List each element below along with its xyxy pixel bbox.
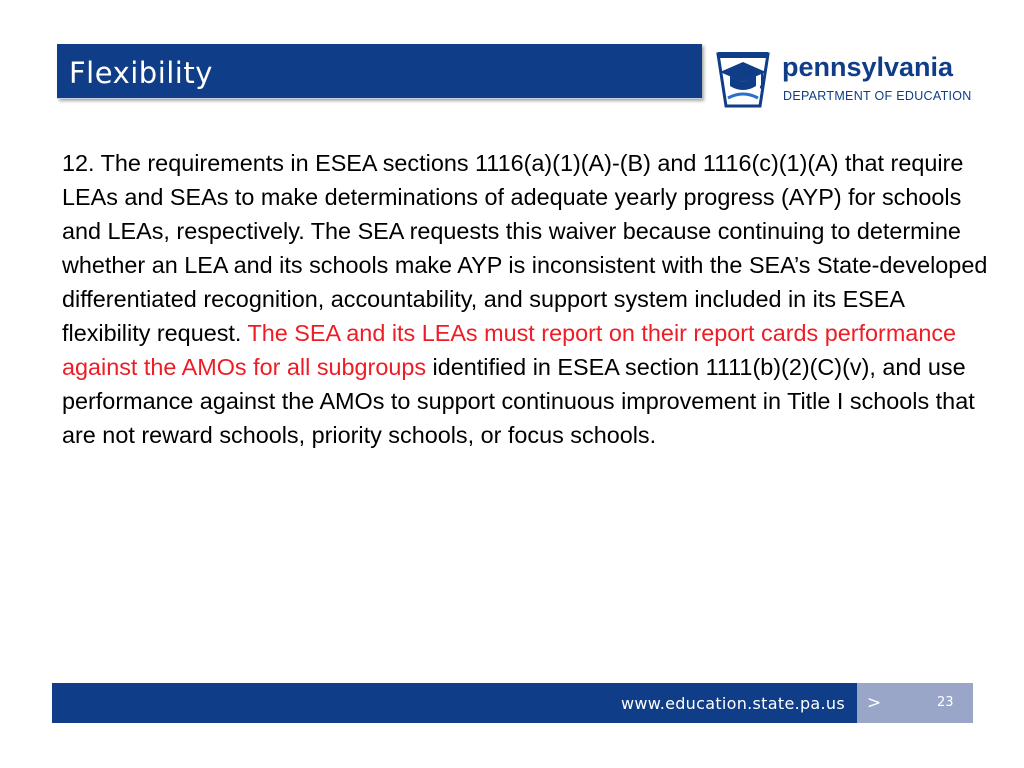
body-text-black-2: identified in ESEA section 1111(b)(2)(C)(v), and use performance against the AMOs to support continuous improvement in Title I schools that are not reward schools, priority schools, or focus schools. — [62, 354, 975, 448]
slide-title: Flexibility — [69, 56, 213, 90]
keystone-mortarboard-icon — [710, 46, 776, 110]
page-number: 23 — [937, 695, 954, 710]
body-text-red: The SEA and its LEAs must report on their report cards performance against the AMOs for all subgroups — [62, 320, 957, 380]
body-text-black: 12. The requirements in ESEA sections 1116(a)(1)(A)-(B) and 1116(c)(1)(A) that require LEAs and SEAs to make determinations of adequate yearly progress (AYP) for schools and LEAs, respectively. The SEA requests this waiver because continuing to determine whether an LEA and its schools make AYP is inconsistent with the SEA’s State-developed differentiated recognition, accountability, and support system included in its ESEA flexibility request. — [62, 150, 988, 346]
pa-education-logo — [710, 46, 980, 110]
logo-department: DEPARTMENT OF EDUCATION — [783, 89, 972, 103]
logo-name: pennsylvania — [782, 52, 954, 82]
footer-nav-box — [857, 683, 973, 723]
next-arrow-icon[interactable]: > — [867, 693, 882, 713]
body-paragraph — [62, 146, 992, 452]
title-bar — [57, 44, 702, 99]
footer-bar — [52, 683, 973, 723]
footer-url-link[interactable]: www.education.state.pa.us — [621, 694, 845, 713]
